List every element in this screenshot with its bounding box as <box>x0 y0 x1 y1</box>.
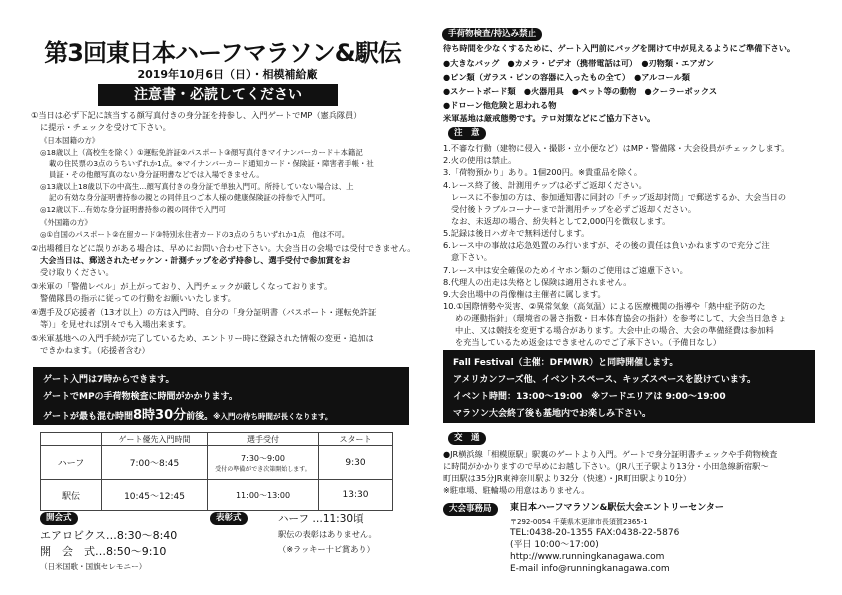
note-item: なお、未返却の場合、紛失料として2,000円を徴収します。 <box>451 216 671 226</box>
table-header: ゲート優先入門時間 選手受付 スタート <box>41 433 393 446</box>
note-line: ①当日は必ず下記に該当する顔写真付きの身分証を持参し、入門ゲートでMP（憲兵隊員） <box>31 110 362 120</box>
note-line: 記の有効な身分証明書持参の親との同伴且つご本人様の健康保険証の持参で入門可。 <box>49 193 330 202</box>
opening-line: 開 会 式…8:50～9:10 <box>40 545 167 558</box>
transport-line: 町田駅は35分JR東神奈川駅より32分（快速）・JR町田駅より10分） <box>443 473 692 483</box>
note-item: 1.不審な行動（建物に侵入・撮影・立小便など）はMP・警備隊・大会役員がチェックします。 <box>443 143 790 153</box>
note-line: ⑤米軍基地への入門手続が完了しているため、エントリー時に登録された情報の変更・追加は <box>31 333 374 343</box>
note-item: 7.レース中は安全確保のためイヤホン類のご使用はご遠慮下さい。 <box>443 265 688 275</box>
award-line: （※ラッキー十ビ賞あり） <box>278 544 375 554</box>
award-line: ハーフ …11:30頃 <box>278 513 364 525</box>
note-item: を充当しているため返金はできませんのでご了承下さい。（予備日なし） <box>455 337 722 347</box>
baggage-line: 米軍基地は厳戒態勢です。テロ対策などにご協力下さい。 <box>443 113 656 123</box>
gate-line: ゲート入門は7時からできます。 <box>43 375 175 385</box>
baggage-line: 待ち時間を少なくするために、ゲート入門前にバッグを開けて中が見えるようにご準備下さい。 <box>443 43 796 53</box>
office-name: 東日本ハーフマラソン&駅伝大会エントリーセンター <box>510 503 724 513</box>
gate-line: ゲートでMPの手荷物検査に時間がかかります。 <box>43 392 238 402</box>
office-hours: (平日 10:00～17:00) <box>510 540 599 550</box>
note-line: に提示・チェックを受けて下さい。 <box>40 122 171 132</box>
note-line: ②出場種目などに誤りがある場合は、早めにお問い合わせ下さい。大会当日の会場では受付できません。 <box>31 243 416 253</box>
table-row: 駅伝 10:45～12:45 11:00～13:00 13:30 <box>41 480 393 511</box>
note-item: 4.レース終了後、計測用チップは必ずご返却ください。 <box>443 180 647 190</box>
office-address: 〒292-0054 千葉県木更津市長須賀2365-1 <box>510 518 648 526</box>
award-line: 駅伝の表彰はありません。 <box>278 529 377 539</box>
note-item: 10.①国際情勢や災害、②異常気象（高気温）による医療機関の指導や「熱中症予防のた <box>443 301 766 311</box>
note-line: ◎12歳以下…有効な身分証明書持参の親の同伴で入門可 <box>40 205 226 214</box>
note-line: 載の住民票の3点のうちいずれか1点。※マイナンバーカード通知カード・保険証・障害者手帳・社 <box>49 159 374 168</box>
opening-label: 開会式 <box>40 512 78 525</box>
festival-line: Fall Festival（主催：DFMWR）と同時開催します。 <box>453 358 679 368</box>
note-item: レースに不参加の方は、参加通知書に同封の「チップ返却封筒」で郵送するか、大会当日の <box>451 192 787 202</box>
note-line: ◎18歳以上（高校生を除く）①運転免許証②パスポート③顔写真付きマイナンバーカード＋本籍記 <box>40 148 363 157</box>
table-row: ハーフ 7:00～8:45 7:30～9:00 受付の準備ができ次第開始します。 9:30 <box>41 446 393 480</box>
note-line: 《外国籍の方》 <box>40 218 92 227</box>
note-item: 9.大会出場中の肖像権は主催者に属します。 <box>443 289 606 299</box>
festival-box <box>443 350 815 423</box>
schedule-table <box>40 432 393 511</box>
transport-line: ●JR横浜線「相模原駅」駅裏のゲートより入門。ゲートで身分証明書チェックや手荷物検査 <box>443 449 778 459</box>
office-email[interactable]: E-mail info@runningkanagawa.com <box>510 564 670 574</box>
note-item: 5.記録は後日ハガキで無料送付します。 <box>443 228 590 238</box>
note-line: 員証・その他顔写真のない身分証明書などでは入場できません。 <box>49 170 264 179</box>
note-line: できかねます。（応援者含む） <box>40 345 150 355</box>
opening-line: エアロビクス…8:30～8:40 <box>40 529 178 542</box>
festival-line: イベント時間：13:00～19:00 ※フードエリアは 9:00～19:00 <box>453 392 726 402</box>
note-line: 大会当日は、郵送されたゼッケン・計測チップを必ず持参し、選手受付で参加賞をお <box>40 255 351 265</box>
baggage-line: ●ピン類（ガラス・ピンの容器に入ったもの全て） ●アルコール類 <box>443 72 690 82</box>
opening-note: （日米国歌・国旗セレモニー） <box>40 562 147 571</box>
transport-line: ※駐車場、駐輪場の用意はありません。 <box>443 485 590 495</box>
office-url[interactable]: http://www.runningkanagawa.com <box>510 552 665 562</box>
note-item: 6.レース中の事故は応急処置のみ行いますが、その後の責任は負いかねますので充分ご注 <box>443 240 770 250</box>
note-item: 意下さい。 <box>451 252 492 262</box>
page-title: 第3回東日本ハーフマラソン&駅伝 <box>44 39 401 67</box>
note-item: 3.「荷物預かり」あり。1個200円。※貴重品を除く。 <box>443 167 643 177</box>
note-item: 8.代理人の出走は失格とし保険は適用されません。 <box>443 277 632 287</box>
baggage-label: 手荷物検査/持込み禁止 <box>442 28 542 41</box>
note-line: ④選手及び応援者（13才以上）の方は入門時、自分の「身分証明書（パスポート・運転免許証 <box>31 307 377 317</box>
award-label: 表彰式 <box>210 512 248 525</box>
gate-line: ゲートが最も混む時間8時30分前後。※入門の待ち時間が長くなります。 <box>43 408 333 423</box>
note-line: 《日本国籍の方》 <box>40 136 100 145</box>
office-tel: TEL:0438-20-1355 FAX:0438-22-5876 <box>510 528 680 538</box>
transport-label: 交 通 <box>448 432 486 445</box>
notes-label: 注 意 <box>448 127 486 140</box>
baggage-line: ●ドローン他危険と思われる物 <box>443 100 557 110</box>
note-item: 中止、又は競技を変更する場合があります。大会中止の場合、大会の準備経費は参加料 <box>455 325 774 335</box>
note-line: 受け取りください。 <box>40 267 114 277</box>
note-line: ③米軍の「警備レベル」が上がっており、入門チェックが厳しくなっております。 <box>31 281 333 291</box>
festival-line: マラソン大会終了後も基地内でお楽しみ下さい。 <box>453 409 652 419</box>
note-line: ◎13歳以上18歳以下の中高生…顔写真付きの身分証で単独入門可。所持していない場合は、上 <box>40 182 354 191</box>
notice-banner: 注意書・必読してください <box>98 84 338 106</box>
note-item: めの運動指針」（環境省の暑さ指数・日本体育協会の指針）を参考にして、大会当日急きょ <box>455 313 787 323</box>
baggage-line: ●スケートボード類 ●火器用具 ●ペット等の動物 ●クーラーボックス <box>443 86 718 96</box>
baggage-line: ●大きなバッグ ●カメラ・ビデオ（携帯電話は可） ●刃物類・エアガン <box>443 58 714 68</box>
note-line: ◎①自国のパスポート②在留カード③特別永住者カードの3点のうちいずれか1点 他は不可。 <box>40 230 350 239</box>
event-date: 2019年10月6日（日）・相模補給廠 <box>137 68 318 81</box>
office-label: 大会事務局 <box>443 503 498 516</box>
gate-info-box <box>33 367 409 425</box>
note-line: 等）」を見せれば別々でも入場出来ます。 <box>40 319 191 329</box>
note-item: 受付後トラブルコーナーまで計測用チップを必ずご返却ください。 <box>451 204 697 214</box>
festival-line: アメリカンフーズ他、イベントスペース、キッズスペースを設けています。 <box>453 375 757 385</box>
note-line: 警備隊員の指示に従っての行動をお願いいたします。 <box>40 293 236 303</box>
note-item: 2.火の使用は禁止。 <box>443 155 517 165</box>
transport-line: に時間がかかりますので早めにお越し下さい。（JR八王子駅より13分・小田急線新宿駅～ <box>443 461 769 471</box>
